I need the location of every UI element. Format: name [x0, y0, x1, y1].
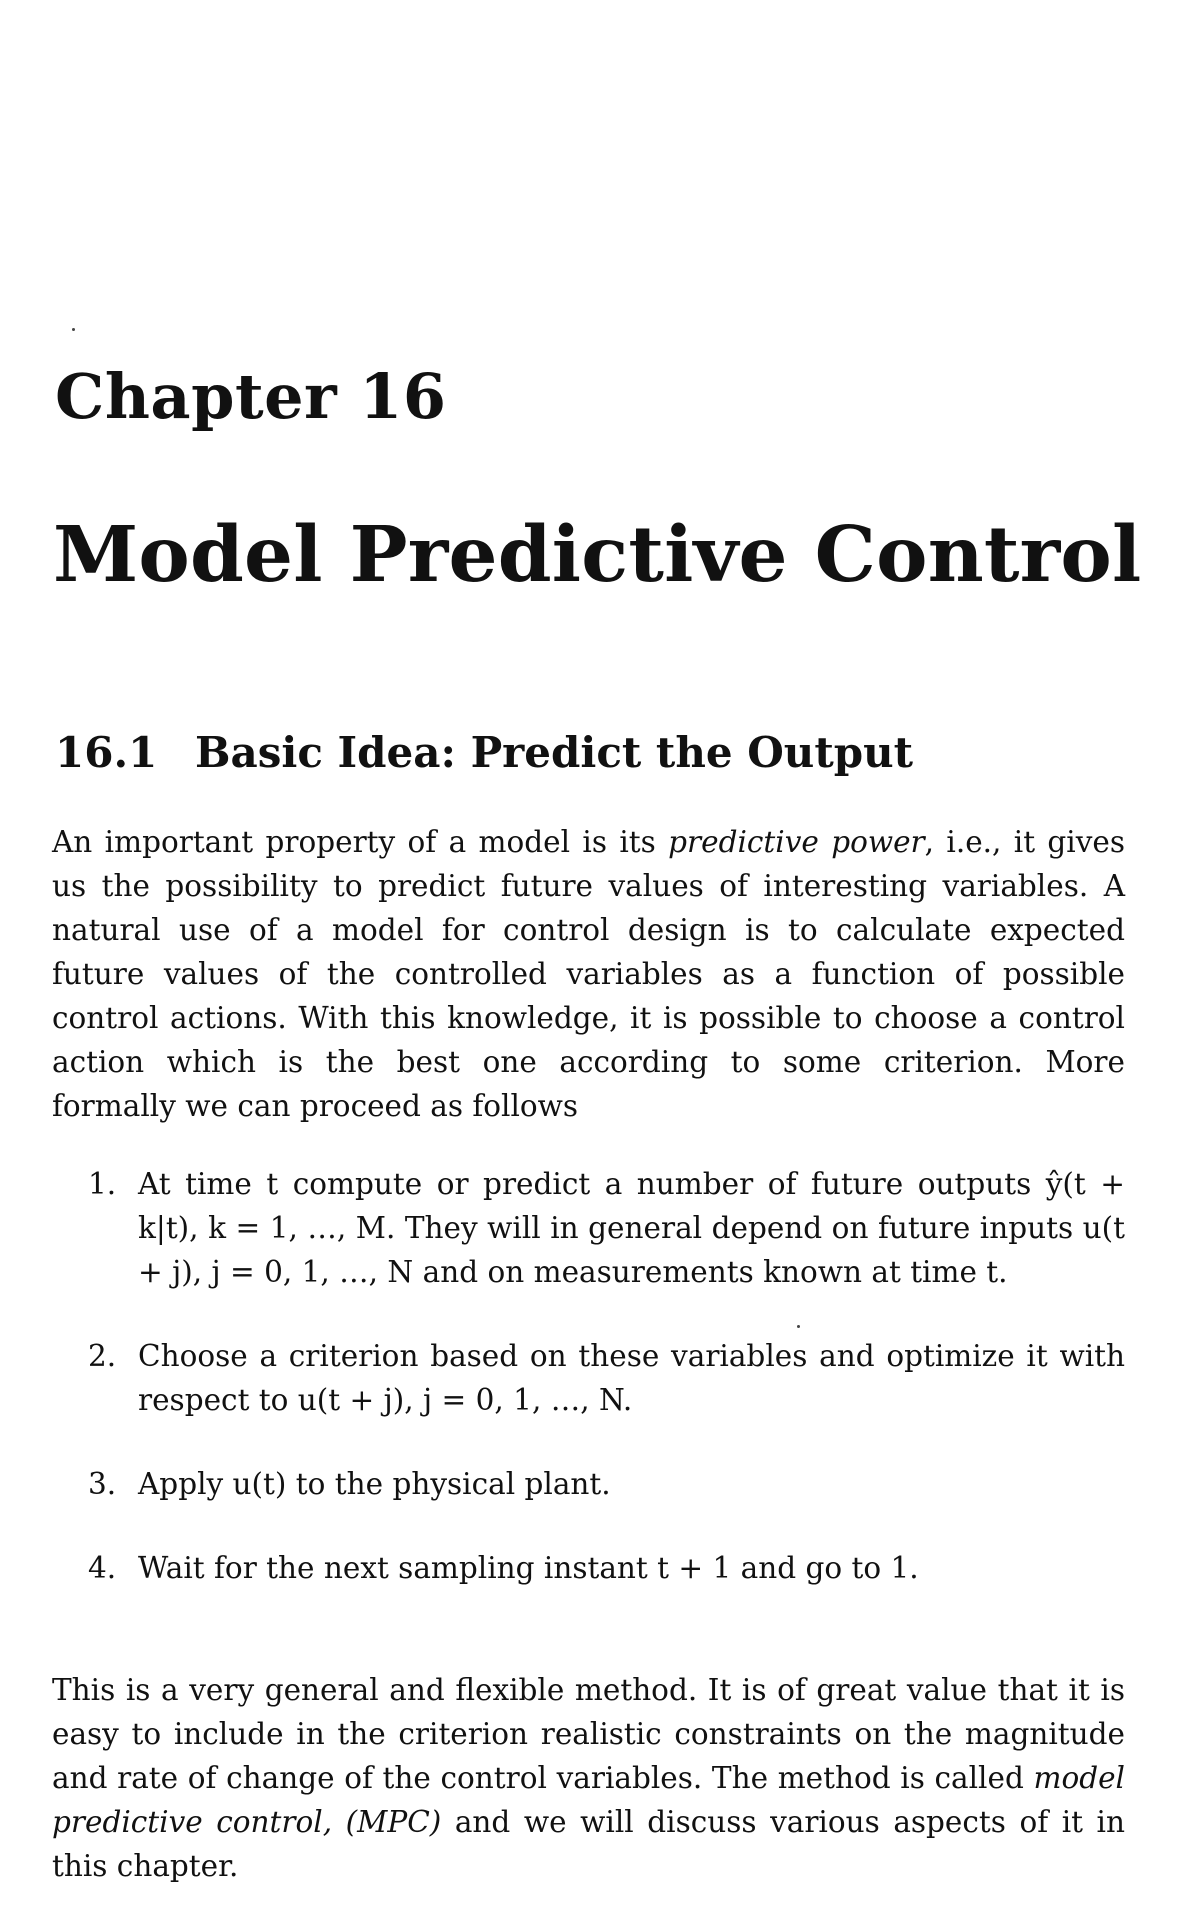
step-text: Choose a criterion based on these variables and optimize it with respect to u(t + j), j = 0, 1, …, N. [138, 1339, 1125, 1417]
section-title: Basic Idea: Predict the Output [195, 728, 914, 777]
chapter-title: Model Predictive Control [53, 510, 1142, 600]
chapter-label: Chapter 16 [55, 360, 447, 433]
step-text: Apply u(t) to the physical plant. [138, 1467, 611, 1501]
step-number: 3. [88, 1467, 117, 1501]
closing-paragraph [52, 1668, 1125, 1888]
list-item [88, 1162, 1125, 1294]
intro-paragraph [52, 820, 1125, 1128]
section-number: 16.1 [55, 728, 158, 777]
closing-text-end: and we will discuss various aspects of it in this chapter. [52, 1805, 1125, 1883]
step-number: 1. [88, 1167, 117, 1201]
list-item [88, 1546, 1125, 1590]
list-item [88, 1462, 1125, 1506]
intro-text-end: , i.e., it gives us the possibility to predict future values of interesting variables. A natural use of a model for control design is to calculate expected future values of the controlled variables as a function of possible control actions. With this knowledge, it is possible to choose a control action which is the best one according to some criterion. More formally we can proceed as follows [52, 825, 1126, 1123]
intro-emphasis: predictive power [668, 825, 925, 859]
closing-emphasis: model predictive control, (MPC) [52, 1761, 1125, 1839]
step-text: At time t compute or predict a number of future outputs ŷ(t + k|t), k = 1, …, M. They will in general depend on future inputs u(t + j), j = 0, 1, …, N and on measurements known at time t. [138, 1167, 1125, 1289]
scan-speck [72, 328, 75, 331]
intro-text-start: An important property of a model is its [52, 825, 669, 859]
list-item [88, 1334, 1125, 1422]
closing-text-start: This is a very general and flexible method. It is of great value that it is easy to include in the criterion realistic constraints on the magnitude and rate of change of the control variables. The method is called [52, 1673, 1125, 1795]
step-number: 4. [88, 1551, 117, 1585]
step-text: Wait for the next sampling instant t + 1 and go to 1. [138, 1551, 919, 1585]
procedure-steps-list [88, 1162, 1125, 1590]
section-heading [55, 728, 913, 777]
step-number: 2. [88, 1339, 117, 1373]
